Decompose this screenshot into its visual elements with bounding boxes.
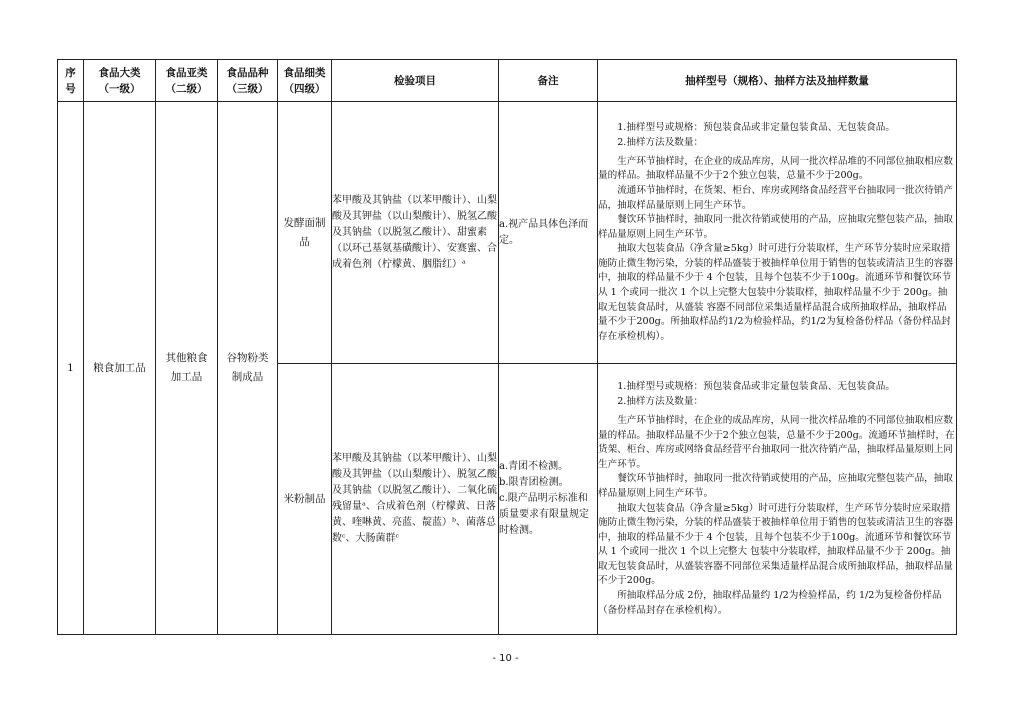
header-category-1: 食品大类 （一级） <box>84 60 156 102</box>
row-seq: 1 <box>58 102 84 635</box>
note-line: a.青团不检测。 <box>499 461 569 472</box>
header-row <box>58 60 957 102</box>
table-row <box>58 102 957 364</box>
row-category-2: 其他粮食 加工品 <box>156 102 218 635</box>
method-paragraph: 2.抽样方法及数量： <box>617 396 704 408</box>
method-paragraph: 1.抽样型号或规格：预包装食品或非定量包装食品、无包装食品。 <box>617 380 895 392</box>
method-paragraph: 餐饮环节抽样时，抽取同一批次待销或使用的产品，应抽取完整包装产品，抽取样品量原则上同生产环节。 <box>598 473 953 499</box>
subrow-sampling-method <box>598 102 957 364</box>
method-paragraph: 抽取大包装食品（净含量≥5kg）时可进行分装取样，生产环节分装时应采取措施防止微生物污染，分装的样品盛装于被抽样单位用于销售的包装或清洁卫生的容器中，抽取的样品量不少于 4 个包装，且每个包装不少于100g。流通环节和餐饮环节从 1 个或同一批次 1 个以上完整大 包装中分装取样，抽取样品量不少于 200g。抽取无包装食品时，从盛装容器不同部位采集适量样品混合成所抽取样品，抽取样品量不少于200g。 <box>598 502 953 587</box>
header-category-4: 食品细类 （四级） <box>278 60 332 102</box>
row-category-3: 谷物粉类 制成品 <box>218 102 278 635</box>
subrow-notes <box>499 102 598 364</box>
method-paragraph: 餐饮环节抽样时，抽取同一批次待销或使用的产品，应抽取完整包装产品，抽取样品量原则上同生产环节。 <box>598 214 953 240</box>
note-line: c.限产品明示标准和质量要求有限量规定时检测。 <box>499 493 589 536</box>
header-category-2: 食品亚类 （二级） <box>156 60 218 102</box>
header-category-3: 食品品种 （三级） <box>218 60 278 102</box>
row-category-1: 粮食加工品 <box>84 102 156 635</box>
page-number: - 10 - <box>492 653 519 664</box>
subrow-notes <box>499 364 598 635</box>
note-line: a.视产品具体色泽而定。 <box>499 218 589 246</box>
method-paragraph: 所抽取样品分成 2份，抽取样品量约 1/2为检验样品，约 1/2为复检备份样品（备份样品封存在承检机构）。 <box>598 590 942 616</box>
method-paragraph: 1.抽样型号或规格：预包装食品或非定量包装食品、无包装食品。 <box>617 121 895 133</box>
method-paragraph: 生产环节抽样时，在企业的成品库房，从同一批次样品堆的不同部位抽取相应数量的样品。抽取样品量不少于2个独立包装，总量不少于200g。 <box>598 155 953 182</box>
subrow-category-4: 米粉制品 <box>278 364 332 635</box>
note-line: b.限青团检测。 <box>499 477 569 488</box>
header-test-items: 检验项目 <box>332 60 499 102</box>
header-seq: 序 号 <box>58 60 84 102</box>
subrow-sampling-method <box>598 364 957 635</box>
method-paragraph: 流通环节抽样时，在货架、柜台、库房或网络食品经营平台抽取同一批次待销产品，抽取样品量原则上同生产环节。 <box>598 184 953 211</box>
subrow-test-items: 苯甲酸及其钠盐（以苯甲酸计）、山梨酸及其钾盐（以山梨酸计）、脱氢乙酸及其钠盐（以脱氢乙酸计）、二氧化硫残留量ᵃ、合成着色剂（柠檬黄、日落黄、喹啉黄、亮蓝、靛蓝）ᵇ、菌落总数ᶜ、大肠菌群ᶜ <box>332 364 499 635</box>
method-paragraph: 2.抽样方法及数量： <box>617 137 704 149</box>
header-notes: 备注 <box>499 60 598 102</box>
subrow-category-4: 发酵面制 品 <box>278 102 332 364</box>
method-paragraph: 抽取大包装食品（净含量≥5kg）时可进行分装取样，生产环节分装时应采取措施防止微生物污染，分装的样品盛装于被抽样单位用于销售的包装或清洁卫生的容器中，抽取的样品量不少于 4 个包装，且每个包装不少于100g。流通环节和餐饮环节从 1 个或同一批次 1 个以上完整大包装中分装取样，抽取样品量不少于 200g。抽取无包装食品时，从盛装 容器不同部位采集适量样品混合成所抽取样品，抽取样品量不少于200g。所抽取样品约1/2为检验样品，约1/2为复检备份样品（备份样品封存在承检机构）。 <box>598 243 953 342</box>
sampling-spec-table <box>57 59 957 635</box>
header-sampling-method: 抽样型号（规格）、抽样方法及抽样数量 <box>598 60 957 102</box>
method-paragraph: 生产环节抽样时，在企业的成品库房，从同一批次样品堆的不同部位抽取相应数量的样品。抽取样品量不少于2个独立包装，总量不少于200g。流通环节抽样时，在货架、柜台、库房或网络食品经营平台抽取同一批次待销产品，抽取样品量原则上同生产环节。 <box>598 414 955 470</box>
subrow-test-items: 苯甲酸及其钠盐（以苯甲酸计）、山梨酸及其钾盐（以山梨酸计）、脱氢乙酸及其钠盐（以脱氢乙酸计）、甜蜜素（以环己基氨基磺酸计）、安赛蜜、合成着色剂（柠檬黄、胭脂红）ᵃ <box>332 102 499 364</box>
